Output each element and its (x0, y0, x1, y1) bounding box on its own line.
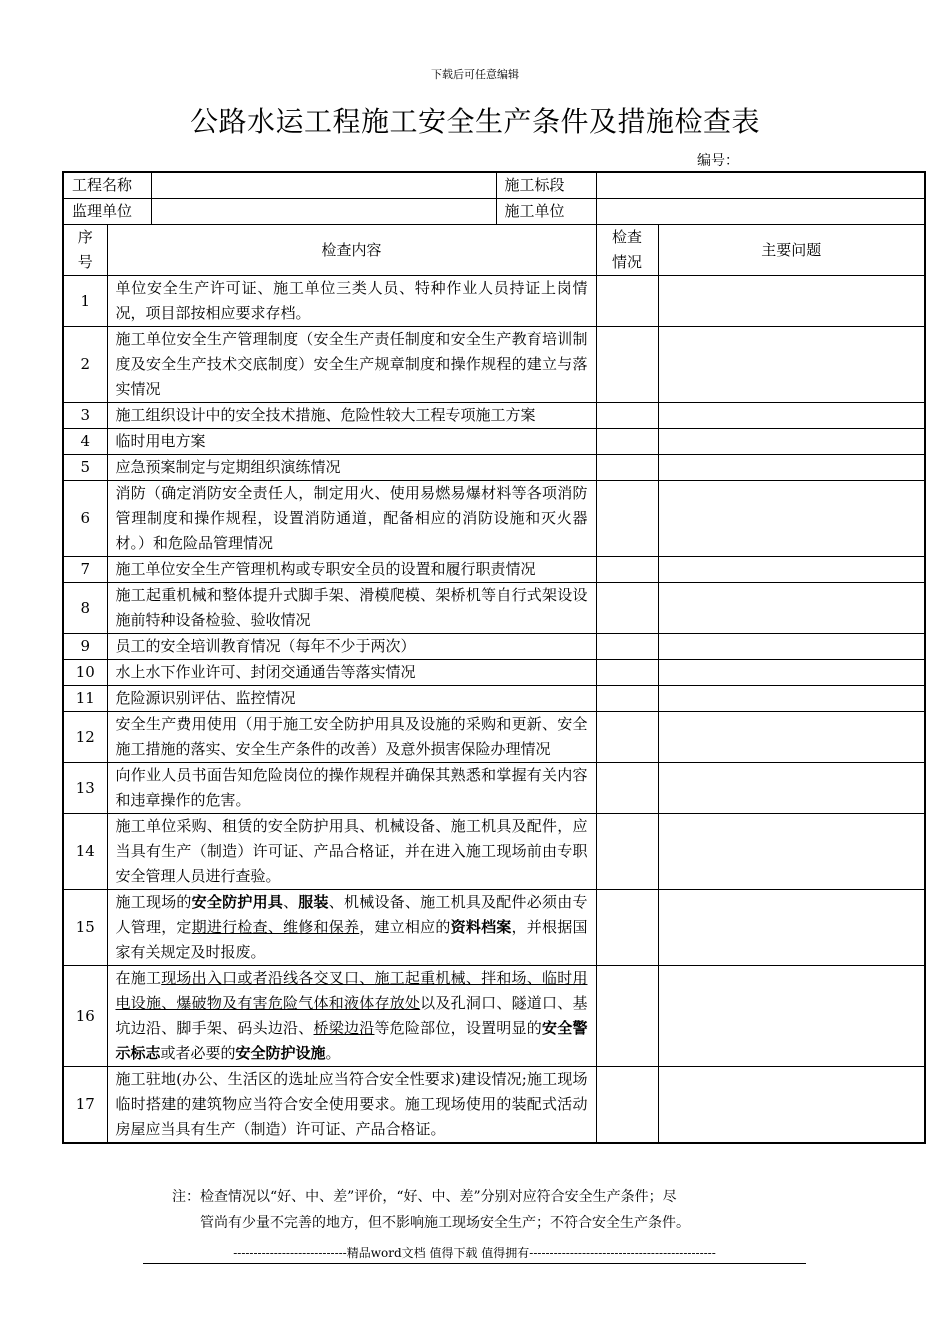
table-row (63, 327, 925, 403)
col-header-check: 检查 情况 (596, 225, 658, 276)
check-item-content: 施工单位安全生产管理机构或专职安全员的设置和履行职责情况 (107, 557, 596, 583)
row-number: 16 (63, 966, 107, 1067)
project-name-label: 工程名称 (63, 172, 151, 199)
row-number: 6 (63, 481, 107, 557)
check-item-content: 应急预案制定与定期组织演练情况 (107, 455, 596, 481)
section-label: 施工标段 (496, 172, 596, 199)
main-issues-cell[interactable] (658, 660, 925, 686)
check-status-cell[interactable] (596, 455, 658, 481)
main-issues-cell[interactable] (658, 557, 925, 583)
check-status-cell[interactable] (596, 1067, 658, 1144)
content-segment: 桥梁边沿 (313, 1019, 375, 1037)
check-item-content: 施工驻地(办公、生活区的选址应当符合安全性要求)建设情况;施工现场临时搭建的建筑物应当符合安全使用要求。施工现场使用的装配式活动房屋应当具有生产（制造）许可证、产品合格证。 (107, 1067, 596, 1144)
row-number: 17 (63, 1067, 107, 1144)
project-info-row (63, 172, 925, 199)
check-status-cell[interactable] (596, 276, 658, 327)
check-item-content: 单位安全生产许可证、施工单位三类人员、特种作业人员持证上岗情况，项目部按相应要求存档。 (107, 276, 596, 327)
content-segment: 现场出入口或者沿线各交叉口、施工起重机械、拌和场、临时用电设施、爆破物及有害危险气体和液体存放处 (115, 969, 588, 1012)
content-segment: 以及孔洞口、隧道口、基坑边沿、脚手架、码头边沿、 (115, 994, 588, 1037)
section-field[interactable] (596, 172, 925, 199)
row-number: 13 (63, 763, 107, 814)
unit-info-row (63, 199, 925, 225)
project-name-field[interactable] (151, 172, 496, 199)
row-number: 3 (63, 403, 107, 429)
table-row (63, 1067, 925, 1144)
footer-banner: ----------------------------精品word文档 值得下载 值得拥有---------------------------------------------- (143, 1244, 806, 1264)
page-title: 公路水运工程施工安全生产条件及措施检查表 (189, 105, 760, 138)
check-item-content: 施工组织设计中的安全技术措施、危险性较大工程专项施工方案 (107, 403, 596, 429)
check-status-cell[interactable] (596, 712, 658, 763)
check-status-cell[interactable] (596, 583, 658, 634)
check-status-cell[interactable] (596, 481, 658, 557)
row-number: 14 (63, 814, 107, 890)
contractor-label: 施工单位 (496, 199, 596, 225)
content-segment: 、 (283, 893, 299, 911)
check-status-cell[interactable] (596, 966, 658, 1067)
row-number: 11 (63, 686, 107, 712)
note (172, 1184, 812, 1236)
content-segment: ，建立相应的 (359, 918, 451, 936)
content-segment: ，并根据国家有关规定及时报废。 (115, 918, 588, 961)
check-status-cell[interactable] (596, 890, 658, 966)
check-item-content: 施工单位采购、租赁的安全防护用具、机械设备、施工机具及配件，应当具有生产（制造）许可证、产品合格证，并在进入施工现场前由专职安全管理人员进行查验。 (107, 814, 596, 890)
content-segment: 等危险部位，设置明显的 (374, 1019, 543, 1037)
main-issues-cell[interactable] (658, 763, 925, 814)
row-number: 10 (63, 660, 107, 686)
content-segment: 资料档案 (450, 918, 512, 936)
table-row (63, 429, 925, 455)
header-note: 下载后可任意编辑 (431, 68, 519, 81)
check-item-content: 水上水下作业许可、封闭交通通告等落实情况 (107, 660, 596, 686)
check-item-content: 施工起重机械和整体提升式脚手架、滑模爬模、架桥机等自行式架设设施前特种设备检验、验收情况 (107, 583, 596, 634)
main-issues-cell[interactable] (658, 583, 925, 634)
column-header-row (63, 225, 925, 276)
row-number: 8 (63, 583, 107, 634)
note-line-1: 注：检查情况以“好、中、差”评价，“好、中、差”分别对应符合安全生产条件；尽 (172, 1189, 677, 1205)
row-number: 7 (63, 557, 107, 583)
check-item-content: 安全生产费用使用（用于施工安全防护用具及设施的采购和更新、安全施工措施的落实、安全生产条件的改善）及意外损害保险办理情况 (107, 712, 596, 763)
row-number: 2 (63, 327, 107, 403)
check-item-content (107, 966, 596, 1067)
content-segment: 安全防护用具 (191, 893, 284, 911)
table-row (63, 557, 925, 583)
col-header-no: 序 号 (63, 225, 107, 276)
table-row (63, 966, 925, 1067)
main-issues-cell[interactable] (658, 686, 925, 712)
table-row (63, 403, 925, 429)
content-segment: 在施工 (115, 969, 162, 987)
main-issues-cell[interactable] (658, 712, 925, 763)
content-segment: 施工现场的 (115, 893, 192, 911)
table-row (63, 276, 925, 327)
check-status-cell[interactable] (596, 429, 658, 455)
check-status-cell[interactable] (596, 557, 658, 583)
note-line-2: 管尚有少量不完善的地方，但不影响施工现场安全生产；不符合安全生产条件。 (200, 1215, 690, 1231)
check-item-content: 施工单位安全生产管理制度（安全生产责任制度和安全生产教育培训制度及安全生产技术交底制度）安全生产规章制度和操作规程的建立与落实情况 (107, 327, 596, 403)
check-status-cell[interactable] (596, 634, 658, 660)
main-issues-cell[interactable] (658, 429, 925, 455)
content-segment: 。 (325, 1044, 341, 1062)
content-segment: 期进行检查、维修和保养 (191, 918, 360, 936)
supervisor-field[interactable] (151, 199, 496, 225)
main-issues-cell[interactable] (658, 634, 925, 660)
supervisor-label: 监理单位 (63, 199, 151, 225)
main-issues-cell[interactable] (658, 1067, 925, 1144)
check-status-cell[interactable] (596, 814, 658, 890)
main-issues-cell[interactable] (658, 814, 925, 890)
table-row (63, 890, 925, 966)
table-row (63, 583, 925, 634)
table-row (63, 712, 925, 763)
check-item-content (107, 890, 596, 966)
check-item-content: 向作业人员书面告知危险岗位的操作规程并确保其熟悉和掌握有关内容和违章操作的危害。 (107, 763, 596, 814)
check-item-content: 员工的安全培训教育情况（每年不少于两次） (107, 634, 596, 660)
check-item-content: 危险源识别评估、监控情况 (107, 686, 596, 712)
content-segment: 安全警示标志 (115, 1019, 588, 1062)
table-row (63, 763, 925, 814)
check-status-cell[interactable] (596, 686, 658, 712)
main-issues-cell[interactable] (658, 327, 925, 403)
col-header-issues: 主要问题 (658, 225, 925, 276)
row-number: 15 (63, 890, 107, 966)
main-issues-cell[interactable] (658, 481, 925, 557)
table-row (63, 481, 925, 557)
content-segment: 服装 (298, 893, 329, 911)
row-number: 9 (63, 634, 107, 660)
col-header-content: 检查内容 (107, 225, 596, 276)
row-number: 12 (63, 712, 107, 763)
row-number: 5 (63, 455, 107, 481)
table-row (63, 634, 925, 660)
contractor-field[interactable] (596, 199, 925, 225)
content-segment: 或者必要的 (160, 1044, 236, 1062)
main-issues-cell[interactable] (658, 276, 925, 327)
table-row (63, 814, 925, 890)
check-item-content: 临时用电方案 (107, 429, 596, 455)
check-status-cell[interactable] (596, 660, 658, 686)
content-segment: 安全防护设施 (235, 1044, 326, 1062)
inspection-table (62, 171, 926, 1144)
main-issues-cell[interactable] (658, 890, 925, 966)
table-row (63, 660, 925, 686)
content-segment: 、机械设备、施工机具及配件必须由专人管理，定 (115, 893, 588, 936)
check-status-cell[interactable] (596, 327, 658, 403)
table-row (63, 455, 925, 481)
table-row (63, 686, 925, 712)
main-issues-cell[interactable] (658, 403, 925, 429)
main-issues-cell[interactable] (658, 966, 925, 1067)
main-issues-cell[interactable] (658, 455, 925, 481)
check-item-content: 消防（确定消防安全责任人，制定用火、使用易燃易爆材料等各项消防管理制度和操作规程，设置消防通道，配备相应的消防设施和灭火器材。）和危险品管理情况 (107, 481, 596, 557)
check-status-cell[interactable] (596, 403, 658, 429)
row-number: 1 (63, 276, 107, 327)
doc-number-label: 编号： (697, 153, 739, 169)
row-number: 4 (63, 429, 107, 455)
check-status-cell[interactable] (596, 763, 658, 814)
